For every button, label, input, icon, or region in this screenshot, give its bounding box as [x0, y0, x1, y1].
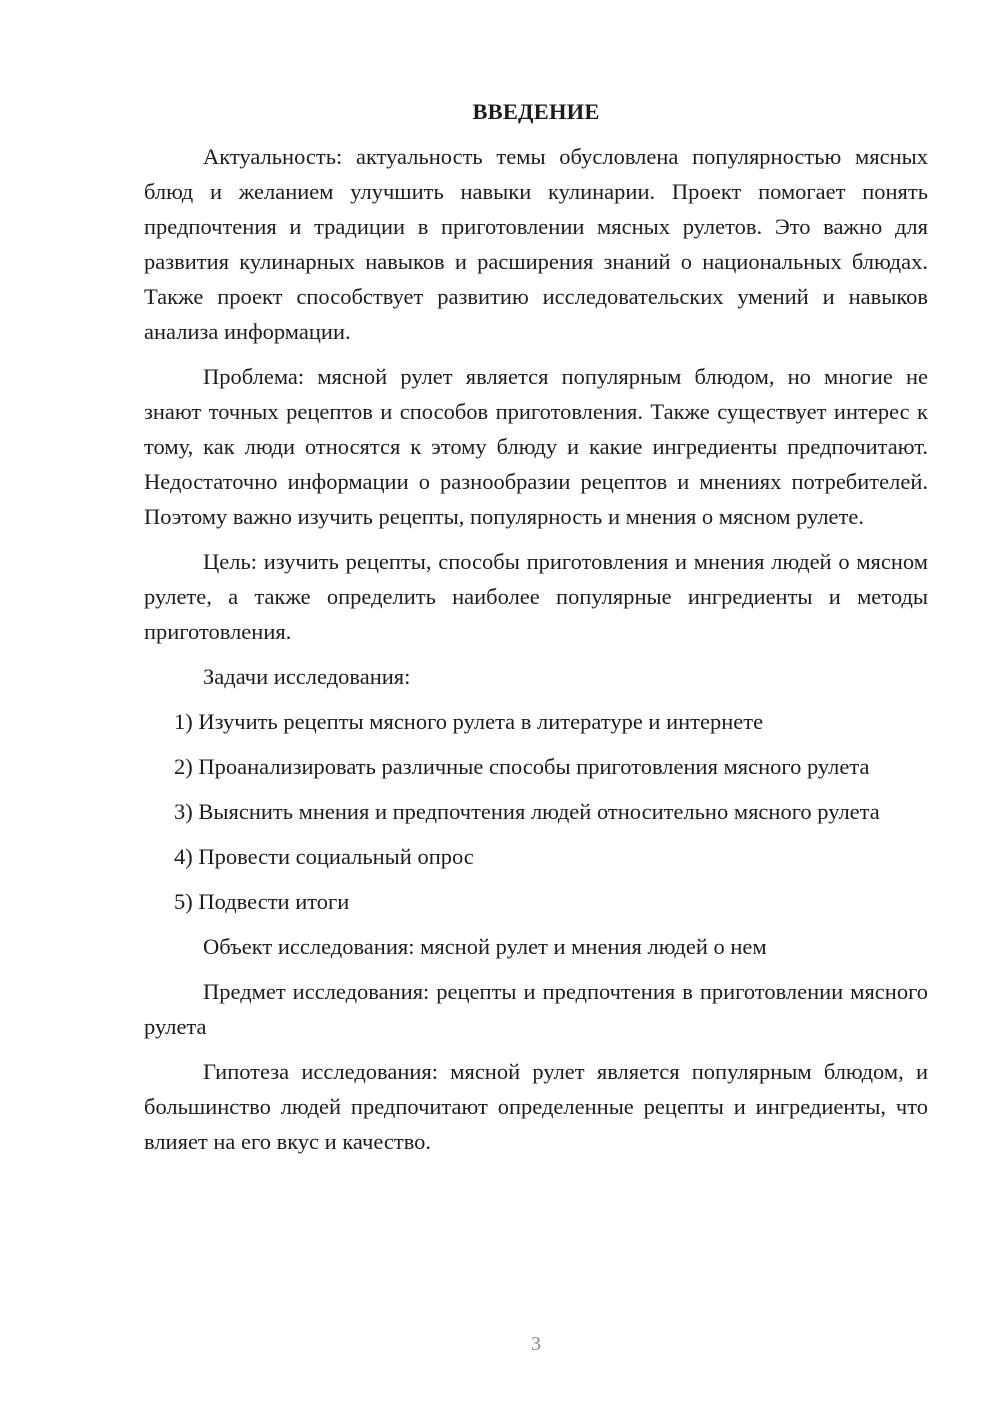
problem-paragraph: Проблема: мясной рулет является популярным блюдом, но многие не знают точных рецептов и способов приготовления. Также существует интерес к тому, как люди относятся к этому блюду и какие ингредиенты предпочитают. Недостаточно информации о разнообразии рецептов и мнениях потребителей. Поэтому важно изучить рецепты, популярность и мнения о мясном рулете. [144, 364, 928, 529]
list-item: 1) Изучить рецепты мясного рулета в литературе и интернете [174, 709, 764, 734]
tasks-list [144, 704, 928, 919]
goal-paragraph: Цель: изучить рецепты, способы приготовления и мнения людей о мясном рулете, а также определить наиболее популярные ингредиенты и методы приготовления. [144, 549, 928, 644]
page-number: 3 [531, 1333, 541, 1355]
list-item: 3) Выяснить мнения и предпочтения людей относительно мясного рулета [174, 799, 880, 824]
tasks-heading: Задачи исследования: [203, 664, 411, 689]
relevance-paragraph: Актуальность: актуальность темы обусловлена популярностью мясных блюд и желанием улучшить навыки кулинарии. Проект помогает понять предпочтения и традиции в приготовлении мясных рулетов. Это важно для развития кулинарных навыков и расширения знаний о национальных блюдах. Также проект способствует развитию исследовательских умений и навыков анализа информации. [144, 144, 928, 344]
list-item: 4) Провести социальный опрос [174, 844, 474, 869]
hypothesis-paragraph: Гипотеза исследования: мясной рулет является популярным блюдом, и большинство людей предпочитают определенные рецепты и ингредиенты, что влияет на его вкус и качество. [144, 1059, 928, 1154]
page-content [144, 94, 928, 1169]
object-paragraph: Объект исследования: мясной рулет и мнения людей о нем [203, 934, 767, 959]
section-title: ВВЕДЕНИЕ [472, 99, 600, 124]
list-item: 5) Подвести итоги [174, 889, 350, 914]
subject-paragraph: Предмет исследования: рецепты и предпочтения в приготовлении мясного рулета [144, 979, 928, 1039]
list-item: 2) Проанализировать различные способы приготовления мясного рулета [174, 754, 870, 779]
